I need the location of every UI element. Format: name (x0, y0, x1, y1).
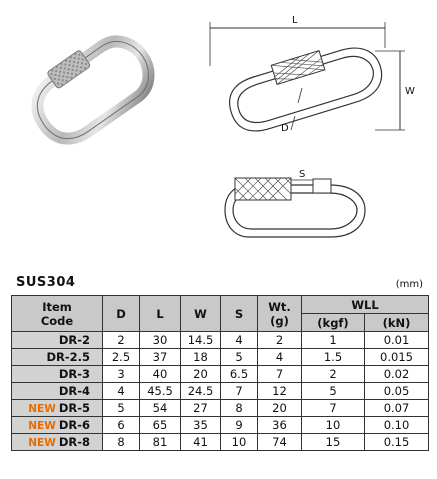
unit-label: (mm) (395, 279, 423, 290)
cell-wt: 7 (258, 366, 302, 383)
cell-l: 37 (140, 349, 181, 366)
cell-kgf: 7 (302, 400, 365, 417)
item-code-cell (12, 400, 103, 417)
header-s: S (221, 296, 258, 332)
cell-wt: 74 (258, 434, 302, 451)
material-label: SUS304 (16, 275, 76, 290)
item-code-cell (12, 434, 103, 451)
cell-w: 18 (181, 349, 221, 366)
header-item-line2: Code (40, 313, 74, 328)
cell-s: 5 (221, 349, 258, 366)
label-s: S (299, 169, 306, 180)
cell-wt: 36 (258, 417, 302, 434)
table-row (12, 417, 429, 434)
table-row (12, 400, 429, 417)
item-code: DR-4 (58, 384, 90, 398)
cell-d: 2 (103, 332, 140, 349)
spec-table-body (12, 332, 429, 451)
header-l: L (140, 296, 181, 332)
cell-kn: 0.01 (365, 332, 429, 349)
cell-l: 81 (140, 434, 181, 451)
cell-w: 27 (181, 400, 221, 417)
cell-kn: 0.05 (365, 383, 429, 400)
label-w: W (405, 86, 415, 97)
item-code: DR-8 (58, 435, 90, 449)
cell-s: 8 (221, 400, 258, 417)
header-weight (258, 296, 302, 332)
header-kgf: (kgf) (302, 314, 365, 332)
product-photo (4, 18, 174, 168)
cell-kn: 0.15 (365, 434, 429, 451)
header-w: W (181, 296, 221, 332)
cell-kgf: 2 (302, 366, 365, 383)
header-row (12, 296, 429, 314)
cell-wt: 2 (258, 332, 302, 349)
cell-l: 30 (140, 332, 181, 349)
cell-s: 6.5 (221, 366, 258, 383)
cell-d: 2.5 (103, 349, 140, 366)
cell-kgf: 10 (302, 417, 365, 434)
spec-table (11, 295, 429, 451)
cell-w: 20 (181, 366, 221, 383)
cell-kgf: 15 (302, 434, 365, 451)
label-l: L (292, 15, 298, 26)
header-item-code (12, 296, 103, 332)
cell-w: 24.5 (181, 383, 221, 400)
cell-l: 45.5 (140, 383, 181, 400)
cell-wt: 20 (258, 400, 302, 417)
cell-kgf: 1.5 (302, 349, 365, 366)
cell-d: 5 (103, 400, 140, 417)
cell-s: 10 (221, 434, 258, 451)
dimension-drawing-closed (200, 6, 422, 146)
item-code-cell (12, 366, 103, 383)
header-d: D (103, 296, 140, 332)
table-row (12, 383, 429, 400)
cell-d: 6 (103, 417, 140, 434)
cell-wt: 4 (258, 349, 302, 366)
table-row (12, 349, 429, 366)
item-code-cell (12, 383, 103, 400)
cell-s: 7 (221, 383, 258, 400)
item-code-cell (12, 349, 103, 366)
cell-s: 4 (221, 332, 258, 349)
item-code-cell (12, 417, 103, 434)
cell-kn: 0.10 (365, 417, 429, 434)
cell-d: 8 (103, 434, 140, 451)
dimension-drawing-open (205, 160, 370, 252)
item-code: DR-2.5 (46, 350, 90, 364)
label-d: D (281, 123, 289, 134)
header-kn: (kN) (365, 314, 429, 332)
cell-l: 40 (140, 366, 181, 383)
new-badge: NEW (28, 403, 56, 415)
cell-kn: 0.015 (365, 349, 429, 366)
table-row (12, 366, 429, 383)
cell-d: 3 (103, 366, 140, 383)
header-wt-line1: Wt. (268, 299, 291, 314)
cell-d: 4 (103, 383, 140, 400)
cell-w: 35 (181, 417, 221, 434)
item-code-cell (12, 332, 103, 349)
item-code: DR-3 (58, 367, 90, 381)
item-code: DR-2 (58, 333, 90, 347)
cell-l: 54 (140, 400, 181, 417)
cell-w: 14.5 (181, 332, 221, 349)
cell-kgf: 5 (302, 383, 365, 400)
cell-kgf: 1 (302, 332, 365, 349)
cell-kn: 0.07 (365, 400, 429, 417)
cell-w: 41 (181, 434, 221, 451)
header-item-line1: Item (42, 299, 72, 314)
table-row (12, 434, 429, 451)
item-code: DR-6 (58, 418, 90, 432)
cell-wt: 12 (258, 383, 302, 400)
item-code: DR-5 (58, 401, 90, 415)
new-badge: NEW (28, 420, 56, 432)
cell-s: 9 (221, 417, 258, 434)
new-badge: NEW (28, 437, 56, 449)
cell-kn: 0.02 (365, 366, 429, 383)
cell-l: 65 (140, 417, 181, 434)
table-row (12, 332, 429, 349)
header-wll: WLL (302, 296, 429, 314)
header-wt-line2: (g) (270, 313, 289, 328)
